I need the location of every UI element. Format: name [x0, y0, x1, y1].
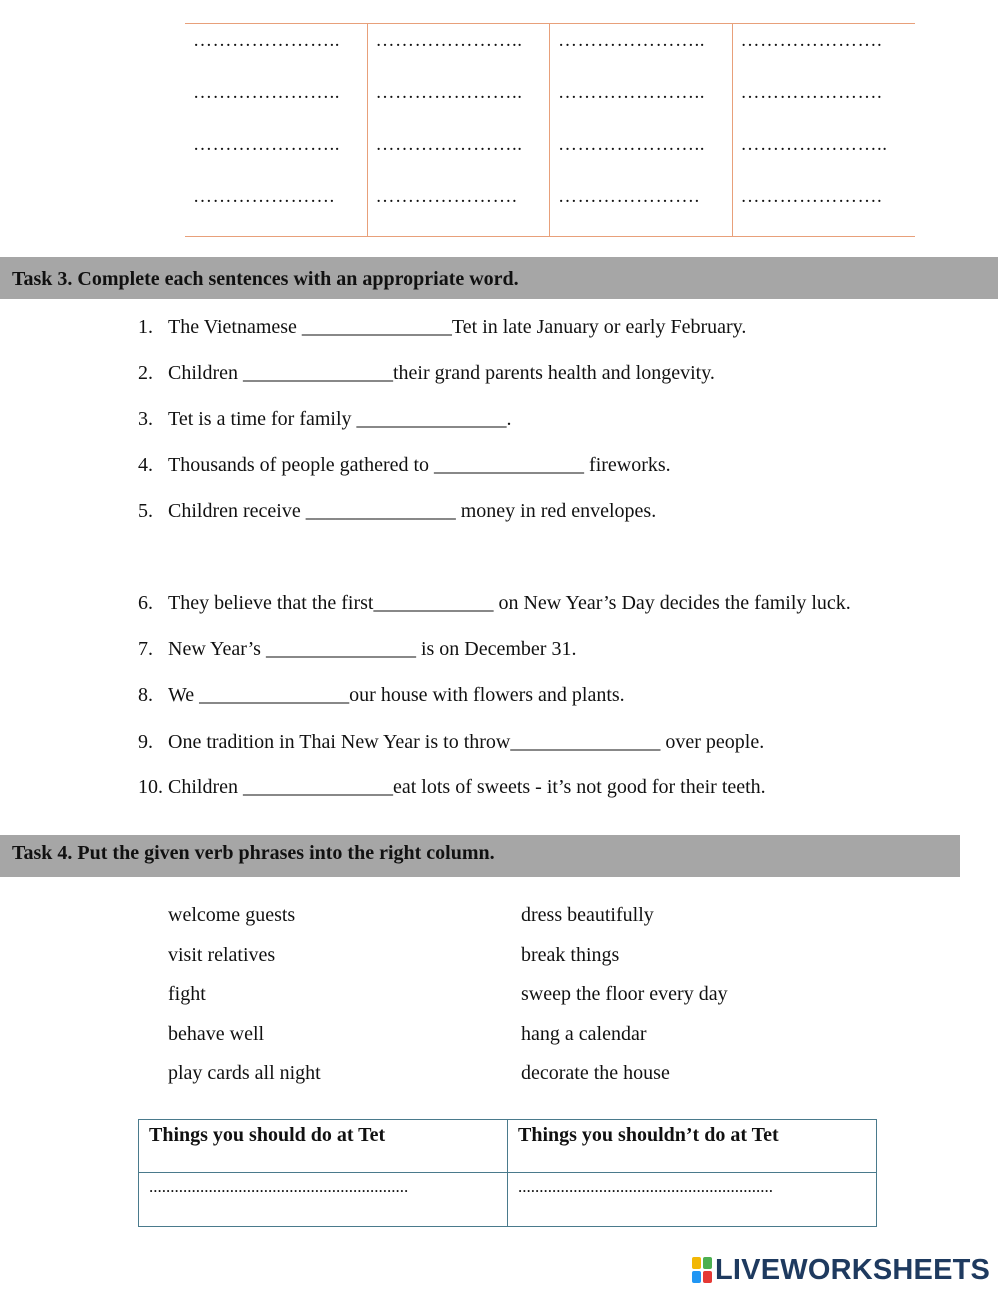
dotted-cell[interactable]: …………………. [740, 30, 883, 51]
phrase-left-2[interactable]: visit relatives [168, 944, 276, 966]
dotted-cell[interactable]: …………………. [193, 186, 335, 207]
sentence-4 [138, 454, 671, 477]
dotted-cell[interactable]: ………………….. [375, 30, 523, 51]
sentence-10 [138, 776, 766, 799]
sentence-text[interactable]: New Year’s _______________ is on December 31. [168, 638, 577, 660]
sentence-1 [138, 316, 746, 339]
sentence-9 [138, 731, 764, 754]
shouldnt-do-header: Things you shouldn’t do at Tet [508, 1120, 876, 1173]
should-do-header: Things you should do at Tet [139, 1120, 508, 1173]
phrase-right-4[interactable]: hang a calendar [521, 1023, 647, 1045]
sentence-number: 8. [138, 684, 153, 706]
sentence-3 [138, 408, 512, 431]
dotted-cell[interactable]: ………………….. [558, 134, 705, 155]
dotted-cell[interactable]: …………………. [375, 186, 518, 207]
dotted-cell[interactable]: ………………….. [375, 134, 523, 155]
dotted-cell[interactable]: …………………. [558, 186, 700, 207]
dotted-cell[interactable]: …………………. [740, 82, 883, 103]
sentence-text[interactable]: The Vietnamese _______________Tet in late January or early February. [168, 316, 747, 338]
dotted-cell[interactable]: ………………….. [193, 134, 340, 155]
sentence-number: 5. [138, 500, 153, 522]
sentence-number: 2. [138, 362, 153, 384]
dotted-column-1 [185, 24, 368, 236]
phrase-right-3[interactable]: sweep the floor every day [521, 983, 728, 1005]
dotted-cell[interactable]: ………………….. [558, 30, 705, 51]
logo-text: LIVEWORKSHEETS [715, 1253, 991, 1286]
phrase-left-3[interactable]: fight [168, 983, 206, 1005]
sentence-number: 1. [138, 316, 153, 338]
sentence-6 [138, 592, 851, 615]
sentence-number: 7. [138, 638, 153, 660]
dotted-cell[interactable]: ………………….. [375, 82, 523, 103]
sentence-text[interactable]: They believe that the first____________ on New Year’s Day decides the family luck. [168, 592, 851, 614]
liveworksheets-logo [692, 1254, 990, 1286]
sentence-text[interactable]: Children receive _______________ money in red envelopes. [168, 500, 657, 522]
sorting-table [138, 1119, 877, 1227]
task3-header: Task 3. Complete each sentences with an appropriate word. [0, 257, 998, 299]
should-do-answer-cell[interactable]: ............................................................. [139, 1173, 508, 1226]
shouldnt-do-answer-cell[interactable]: ............................................................ [518, 1177, 773, 1196]
phrase-left-1[interactable]: welcome guests [168, 904, 296, 926]
sentence-7 [138, 638, 576, 661]
sentence-text[interactable]: Children _______________their grand parents health and longevity. [168, 362, 715, 384]
dotted-cell[interactable]: ………………….. [558, 82, 705, 103]
sentence-text[interactable]: One tradition in Thai New Year is to throw_______________ over people. [168, 731, 765, 753]
logo-mark-icon [692, 1257, 712, 1283]
sentence-text[interactable]: Tet is a time for family _______________. [168, 408, 512, 430]
sentence-text[interactable]: Children _______________eat lots of sweets - it’s not good for their teeth. [168, 776, 766, 798]
dotted-column-4 [733, 24, 916, 236]
dotted-cell[interactable]: …………………. [740, 186, 883, 207]
dotted-cell[interactable]: ………………….. [740, 134, 888, 155]
sentence-text[interactable]: Thousands of people gathered to _______________ fireworks. [168, 454, 671, 476]
sentence-number: 4. [138, 454, 153, 476]
sentence-number: 9. [138, 731, 153, 753]
sentence-number: 10. [138, 776, 163, 798]
sentence-8 [138, 684, 625, 707]
phrase-left-5[interactable]: play cards all night [168, 1062, 321, 1084]
task4-header: Task 4. Put the given verb phrases into the right column. [0, 835, 960, 877]
sentence-number: 3. [138, 408, 153, 430]
sentence-number: 6. [138, 592, 153, 614]
dotted-column-2 [368, 24, 551, 236]
phrase-right-1[interactable]: dress beautifully [521, 904, 654, 926]
sentence-5 [138, 500, 656, 523]
phrase-right-2[interactable]: break things [521, 944, 620, 966]
dotted-cell[interactable]: ………………….. [193, 82, 340, 103]
dotted-column-3 [550, 24, 733, 236]
dotted-cell[interactable]: ………………….. [193, 30, 340, 51]
sentence-text[interactable]: We _______________our house with flowers and plants. [168, 684, 625, 706]
phrase-left-4[interactable]: behave well [168, 1023, 265, 1045]
phrase-right-5[interactable]: decorate the house [521, 1062, 670, 1084]
answer-dotted-table [185, 23, 915, 237]
sentence-2 [138, 362, 715, 385]
